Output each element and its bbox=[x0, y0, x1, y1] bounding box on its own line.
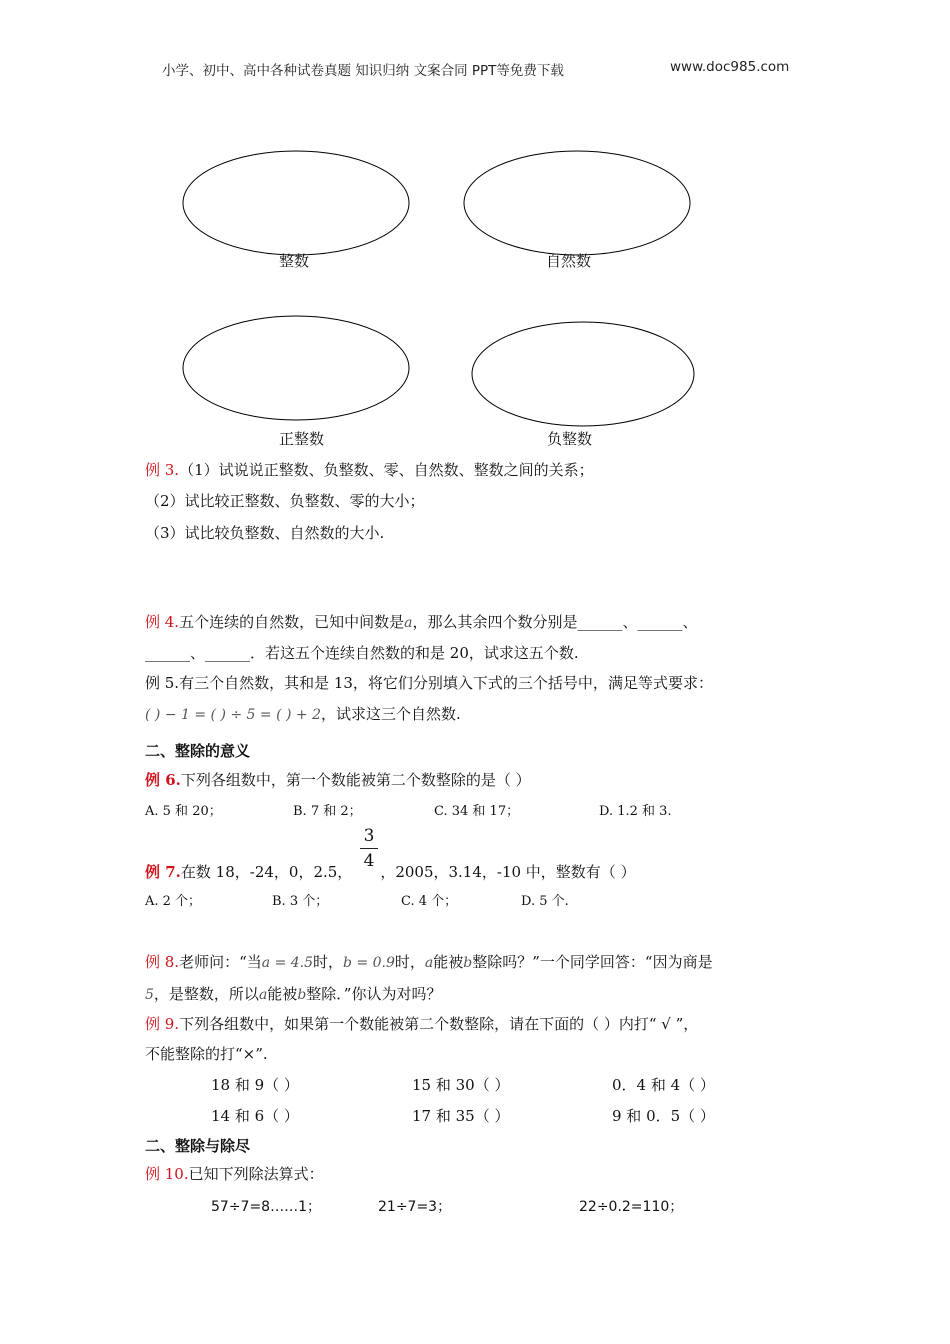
ex5-line1: 例 5.有三个自然数，其和是 13，将它们分别填入下式的三个括号中，满足等式要求： bbox=[145, 674, 713, 692]
ex10-line1: 例 10.已知下列除法算式： bbox=[145, 1165, 324, 1183]
ex7-question: 例 7.在数 18，-24，0，2.5， ，2005，3.14，-10 中，整数有（ ） bbox=[145, 863, 636, 881]
section-divide-exact: 二、整除与除尽 bbox=[145, 1137, 251, 1155]
ex8-label: 例 8. bbox=[145, 953, 180, 971]
ex8-line2: 5，是整数，所以a能被b整除．”你认为对吗？ bbox=[145, 985, 442, 1003]
ex4-label: 例 4. bbox=[145, 613, 180, 631]
ex10-expr-2: 21÷7=3； bbox=[378, 1199, 452, 1215]
ex6-option-a[interactable]: A. 5 和 20； bbox=[145, 804, 222, 819]
header-url[interactable]: www.doc985.com bbox=[670, 59, 790, 75]
label-positive: 正整数 bbox=[279, 430, 325, 448]
var-a: a bbox=[404, 615, 413, 631]
ex10-label: 例 10. bbox=[145, 1165, 189, 1183]
ex6-option-d[interactable]: D. 1.2 和 3. bbox=[599, 804, 672, 819]
ex9-item-1[interactable]: 18 和 9（ ） bbox=[211, 1076, 299, 1094]
ex10-expr-1: 57÷7=8……1； bbox=[211, 1199, 321, 1215]
label-integers: 整数 bbox=[279, 252, 310, 270]
ex4-line1: 例 4.五个连续的自然数，已知中间数是a，那么其余四个数分别是______、______、 bbox=[145, 613, 698, 631]
ellipse-integers bbox=[183, 151, 409, 255]
ex6-question: 例 6.下列各组数中，第一个数能被第二个数整除的是（ ） bbox=[145, 771, 531, 789]
ex6-label: 例 6. bbox=[145, 771, 181, 789]
ex3-line1: 例 3.（1）试说说正整数、负整数、零、自然数、整数之间的关系； bbox=[145, 461, 594, 479]
ex6-option-c[interactable]: C. 34 和 17； bbox=[434, 804, 520, 819]
ellipse-negative bbox=[472, 322, 694, 426]
ex6-option-b[interactable]: B. 7 和 2； bbox=[293, 804, 362, 819]
ex9-item-3[interactable]: 0．4 和 4（ ） bbox=[612, 1076, 715, 1094]
ex9-item-4[interactable]: 14 和 6（ ） bbox=[211, 1107, 299, 1125]
ex7-option-b[interactable]: B. 3 个； bbox=[272, 894, 329, 909]
section-divisibility: 二、整除的意义 bbox=[145, 742, 251, 760]
ex9-item-5[interactable]: 17 和 35（ ） bbox=[412, 1107, 510, 1125]
header-left: 小学、初中、高中各种试卷真题 知识归纳 文案合同 PPT等免费下载 bbox=[162, 63, 564, 79]
ellipse-natural bbox=[464, 151, 690, 255]
ex5-line2: ( ) − 1 = ( ) ÷ 5 = ( ) + 2，试求这三个自然数. bbox=[145, 705, 461, 723]
ex5-formula: ( ) − 1 = ( ) ÷ 5 = ( ) + 2 bbox=[145, 707, 321, 723]
ex7-option-c[interactable]: C. 4 个； bbox=[401, 894, 458, 909]
ex9-line2: 不能整除的打“×”. bbox=[145, 1045, 268, 1063]
label-natural: 自然数 bbox=[546, 252, 592, 270]
ex7-option-a[interactable]: A. 2 个； bbox=[145, 894, 202, 909]
ex7-option-d[interactable]: D. 5 个. bbox=[521, 894, 569, 909]
label-negative: 负整数 bbox=[547, 430, 593, 448]
ex8-line1: 例 8.老师问：“当a = 4.5时，b = 0.9时，a能被b整除吗？”一个同学回答：“因为商是 bbox=[145, 953, 713, 971]
ex9-label: 例 9. bbox=[145, 1015, 180, 1033]
ex7-fraction: 3 4 bbox=[356, 826, 382, 871]
ex3-line3: （3）试比较负整数、自然数的大小. bbox=[145, 524, 385, 542]
ex4-line2: ______、______．若这五个连续自然数的和是 20，试求这五个数. bbox=[145, 644, 579, 662]
ex9-line1: 例 9.下列各组数中，如果第一个数能被第二个数整除，请在下面的（ ）内打“ √ ”， bbox=[145, 1015, 699, 1033]
ex9-item-2[interactable]: 15 和 30（ ） bbox=[412, 1076, 510, 1094]
ellipse-positive bbox=[183, 316, 409, 420]
ellipse-diagram bbox=[0, 0, 950, 460]
ex3-line2: （2）试比较正整数、负整数、零的大小； bbox=[145, 492, 425, 510]
ex7-label: 例 7. bbox=[145, 863, 181, 881]
ex3-label: 例 3. bbox=[145, 461, 180, 479]
ex9-item-6[interactable]: 9 和 0．5（ ） bbox=[612, 1107, 715, 1125]
ex10-expr-3: 22÷0.2=110； bbox=[579, 1199, 684, 1215]
